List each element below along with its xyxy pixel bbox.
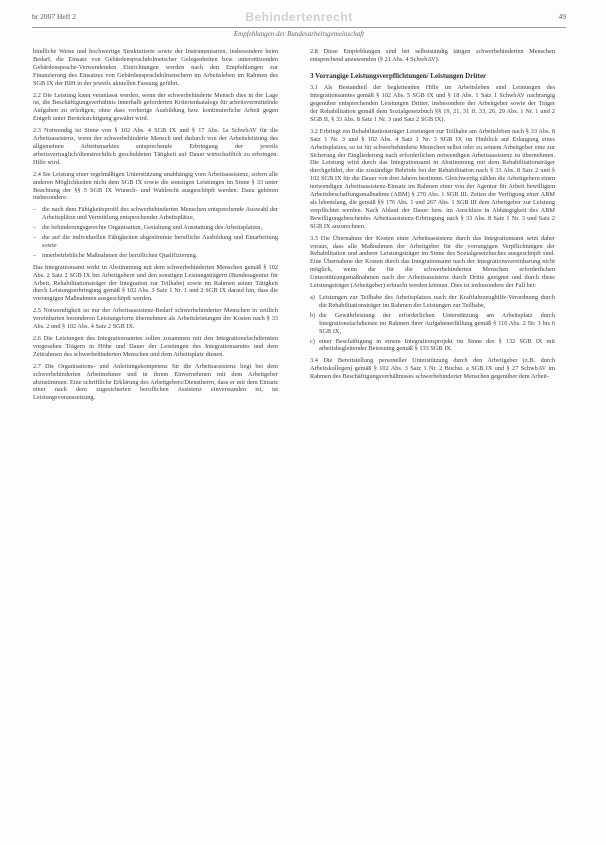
paragraph: 3.3 Die Übernahme der Kosten einer Arbeitsassistenz durch das Integrationsamt setzt daher voraus, dass alle Maßnahmen der Arbeitgeber für die vorrangigen Verpflichtungen der Rehabilitation und anderer Leistungsträger im Sinne des Sozialgesetzbuches ausgeschöpft sind. Eine Übernahme der Kosten durch das Integrationsamt nach der Integrationsvereinbarung nicht möglich, wenn die für die schwerbehinderten Menschen erforderlichen Unterstützungsmaßnahmen nach der Arbeitsassistenz durch Dritte geeignet und durch diese Leistungsträger (Arbeitgeber) erbracht werden können. Dies ist insbesondere der Fall bei: (310, 234, 555, 290)
list-marker: b) (310, 311, 316, 319)
paragraph: 3.2 Erbringt ein Rehabilitationsträger Leistungen zur Teilhabe am Arbeitsleben nach § 33 Abs. 8 Satz 1 Nr. 3 und § 102 Abs. 4 Satz 1 Nr. 3 SGB IX im Hinblick auf Erlangung eines Arbeitsplatzes, so ist für schwerbehinderte Menschen selbst oder zu seinem Arbeitgeber eine zur Sicherung der Eingliederung nach erforderlichen notwendigen Arbeitsassistenz zu übernehmen. Die Leistung wird durch das Integrationsamt in Abstimmung mit dem Rehabilitationsträger durchgeführt, der die zuständige Behörde bei der Rehabilitation nach § 33 Abs. 8 Satz 2 und § 102 SGB IX für die Dauer von drei Jahren bestimmt. Gleichwertig zählen die Arbeitgebern einen notwendigen Arbeitsassistenz-Einsatz im Rahmen einer von der Agentur für Arbeit bewilligten Arbeitsbeschaffungsmaßnahme (ABM) § 270 Abs. 1 SGB III. Zeiten der Verfügung einer ABM als lebenslang, die gemäß §§ 176 Abs. 1 und 267 Abs. 1 SGB III dem Arbeitgeber zur Leistung verpflichtet werden. Nach Ablauf der Dauer bzw. im Anschluss in Abhängigkeit des ABM Bewilligungsbescheides Arbeitsassistenz-Erbringung nach § 33 Abs. 8 Satz 1 Nr. 3 und Satz 2 SGB IX anzurechnen. (310, 127, 555, 230)
bullet-list (33, 206, 278, 259)
section-subtitle: Empfehlungen der Bundesarbeitsgemeinschaft (233, 30, 365, 38)
paragraph: bindliche Weise und hochwertige Strukturierte sowie der Instrumentarien, insbesondere beim Bedarf, die Einsatz von Gebärdensprachdolmetscher Gelegenheiten bzw. unterstützenden Gebärdensprache-Verwendenden Einrichtungen werden nach den Empfehlungen zur Finanzierung des Einsatzes von Gebärdensprachdolmetschern im Arbeitsleben im Rahmen des SGB IX der BIH in der jeweils aktuellen Fassung geführt. (33, 48, 278, 87)
paragraph: 2.5 Notwendigkeit ist nur der Arbeitsassistenz-Bedarf schwerbehinderter Menschen in zeitlich vereinbarten besonderen Leistungsform übernehmen als Arbeitsleistungen der Kosten nach § 33 Abs. 2 und § 102 Abs. 4 Satz 2 SGB IX. (33, 307, 278, 331)
list-marker: a) (310, 293, 315, 301)
header-rule (32, 27, 566, 28)
list-item-text: die Gewährleistung der erforderlichen Unterstützung am Arbeitsplatz durch Integrationsfachdienste im Rahmen ihrer Aufgabenerfüllung gemäß § 110 Abs. 2 Nr. 3 bis 6 SGB IX, (319, 311, 555, 335)
list-marker: c) (310, 337, 315, 345)
list-item (310, 312, 555, 336)
list-item: – die auf die individuellen Fähigkeiten abgestimmte berufliche Ausbildung und Einarbeitung sowie (33, 234, 278, 250)
paragraph: 2.2 Die Leistung kann veranlasst werden, wenn der schwerbehinderte Mensch dies in der Lage ist, die Beschäftigungsverhältnis innerhalb geforderten Kriterienkatalogs für arbeitsvermittelnde Aufgaben zu erledigen, ohne dass vorherige Ausbildung bzw. kontinuierliche Arbeit gegen Entgelt unter Berücksichtigung gewährt wird. (33, 91, 278, 123)
left-column (33, 48, 278, 406)
section-heading: 3 Vorrangige Leistungsverpflichtungen/ Leistungen Dritter (310, 71, 487, 80)
lettered-list (310, 294, 555, 353)
paragraph: 2.3 Notwendig ist Sinne von § 102 Abs. 4 SGB IX und § 17 Abs. 1a SchwbAV für die Arbeitsassistenz, wenn der schwerbehinderte Mensch und dadurch von der Arbeitsleistung des allgemeinen Arbeitsmarktes entsprechende Erbringung der jeweils arbeitsvertraglich/dienstrechtlich geschuldeten Tätigkeit auf Dauer wirtschaftlich zu erbringen. Hilfe wird. (33, 127, 278, 166)
journal-issue: br 2007 Heft 2 (32, 12, 76, 21)
running-header (32, 12, 566, 26)
paragraph: 2.4 Sie Leistung einer regelmäßigen Unterstützung unabhängig vom Arbeitsassistenz, sofern alle anderen Möglichkeiten nicht dem SGB IX sowie die sonstigen Leistungen im Sinne § 33 unter Beachtung der §§ 5 SGB IX Wunsch- und Wahlrecht ausgeschöpft werden. Dazu gehören insbesondere: (33, 170, 278, 202)
right-column (310, 48, 555, 385)
page-number: 49 (558, 12, 566, 21)
list-item: – die behinderungsgerechte Organisation, Gestaltung und Ausstattung des Arbeitsplatzes, (33, 224, 278, 232)
journal-brand: Behindertenrecht (245, 10, 353, 24)
paragraph: 2.6 Die Leistungen des Integrationsamtes sollen zusammen mit den Integrationsfachdiensten vorgesehen Trägern in Höhe und Dauer der Leistungen des Integrationsamtes und dem Zeitrahmen des schwerbehinderten Menschen und dem Arbeitsplatz dienen. (33, 335, 278, 358)
list-item-text: Leistungen zur Teilhabe des Arbeitsplatzes nach der Kraftfahrzeughilfe-Verordnung durch die Rehabilitationsträger im Rahmen der Leistungen zur Teilhabe, (319, 293, 555, 309)
list-item (310, 294, 555, 310)
paragraph: 3.4 Die Bereitstellung personeller Unterstützung durch den Arbeitgeber (z.B. durch Arbeitskollegen) gemäß § 102 Abs. 3 Satz 1 Nr. 2 Buchst. a SGB IX und § 27 SchwbAV im Rahmen des Beschäftigungsverhältnisses schwerbehinderter Menschen gegenüber dem Arbeit- (310, 357, 555, 381)
list-item-text: einer Beschäftigung in einem Integrationsprojekt im Sinne des § 132 SGB IX mit arbeitsbegleitender Betreuung gemäß § 133 SGB IX. (319, 337, 555, 353)
paragraph: Das Integrationsamt wirkt in Abstimmung mit dem schwerbehinderten Menschen gemäß § 102 Abs. 2 Satz 2 SGB IX bei Arbeitgebern und den sonstigen Leistungsträgern (Bundesagentur für Arbeit, Rehabilitationsträger der Integration zur Teilhabe) sowie im Rahmen seiner Tätigkeit durch Leistungserbringung gemäß § 102 Abs. 3 Satz 1 Nr. 1 und 2 SGB IX darauf hin, dass die vorrangigen Maßnahmen ausgeschöpft werden. (33, 263, 278, 303)
paragraph: 2.8 Diese Empfehlungen sind bei selbstständig tätigen schwerbehinderten Menschen entsprechend anzuwenden (§ 21 Abs. 4 SchwbAV). (310, 48, 555, 63)
list-item (310, 338, 555, 354)
paragraph: 2.7 Die Organisations- und Anleitungskompetenz für die Arbeitsassistenz liegt bei dem schwerbehinderten Arbeitnehmer und in ihrem Einvernehmen mit dem Arbeitgeber abzustimmen. Eine schriftliche Erklärung des Arbeitgebers/Dienstherrn, dass er mit dem Einsatz einer nach dem zugesicherten beruflichen Assistenz einverstanden ist, ist Leistungsvoraussetzung. (33, 362, 278, 402)
list-item: – innerbetriebliche Maßnahmen der beruflichen Qualifizierung. (33, 252, 278, 260)
list-item: – die nach dem Fähigkeitsprofil des schwerbehinderten Menschen entsprechende Auswahl der Arbeitsplätze und Vermittlung entsprechender Arbeitsplätze, (33, 206, 278, 222)
paragraph: 3.1 Als Bestandteil der begleitenden Hilfe im Arbeitsleben sind Leistungen des Integrationsamtes gemäß § 102 Abs. 5 SGB IX und § 18 Abs. 1 Satz 1 SchwbAV nachrangig gegenüber entsprechenden Leistungen Dritter, insbesondere der Arbeitgeber sowie der Träger der Rehabilitation gemäß dem Sozialgesetzbuch §§ 19, 21, 31 ff. 33, 26, 29 Abs. 1 Nr. 1 und 2 SGB II, § 33 Abs. 8 Satz 1 Nr. 3 und Satz 2 SGB IX). (310, 84, 555, 123)
